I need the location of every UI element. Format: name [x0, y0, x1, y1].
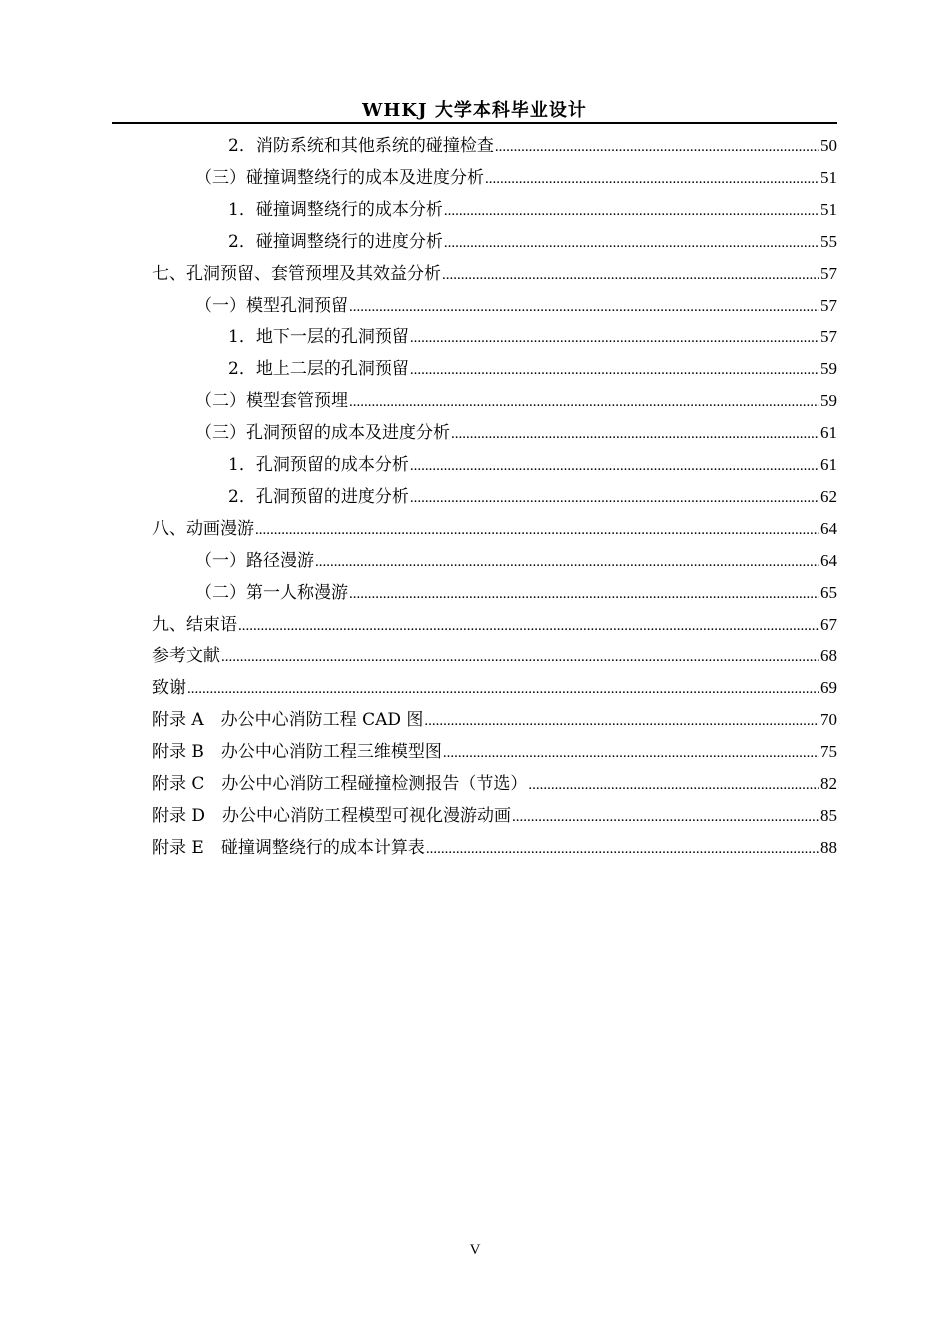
toc-entry[interactable] [228, 198, 837, 222]
dot-leader [410, 454, 819, 478]
toc-entry-page: 57 [820, 264, 837, 283]
dot-leader [410, 486, 819, 510]
toc-entry-page: 88 [820, 838, 837, 857]
dot-leader [410, 358, 819, 382]
page-header [112, 96, 837, 124]
toc-entry-page: 57 [820, 327, 837, 346]
toc-entry-title: （二）模型套管预埋 [195, 391, 348, 411]
toc-entry[interactable] [228, 453, 837, 477]
dot-leader [444, 199, 819, 223]
dot-leader [349, 582, 819, 606]
toc-entry[interactable] [228, 134, 837, 158]
toc-entry-title: 2．孔洞预留的进度分析 [228, 487, 409, 507]
dot-leader [495, 135, 819, 159]
toc-entry[interactable] [195, 581, 837, 605]
toc-entry-title: 2．地上二层的孔洞预留 [228, 359, 409, 379]
toc-entry[interactable] [228, 357, 837, 381]
toc-entry[interactable] [228, 325, 837, 349]
toc-entry[interactable] [152, 740, 837, 764]
toc-entry-title: 1．地下一层的孔洞预留 [228, 327, 409, 347]
toc-entry[interactable] [152, 676, 837, 700]
toc-entry-page: 75 [820, 742, 837, 761]
toc-entry-page: 70 [820, 710, 837, 729]
dot-leader [410, 326, 819, 350]
toc-entry-page: 85 [820, 806, 837, 825]
toc-entry-title: （三）碰撞调整绕行的成本及进度分析 [195, 168, 484, 188]
toc-entry-page: 69 [820, 678, 837, 697]
toc-entry-title: 八、动画漫游 [152, 519, 254, 539]
toc-entry[interactable] [195, 549, 837, 573]
dot-leader [485, 167, 819, 191]
toc-entry[interactable] [152, 836, 837, 860]
toc-entry[interactable] [152, 517, 837, 541]
toc-entry[interactable] [152, 804, 837, 828]
toc-entry[interactable] [228, 230, 837, 254]
toc-entry-title: 附录 E 碰撞调整绕行的成本计算表 [152, 838, 425, 858]
dot-leader [349, 390, 819, 414]
toc-entry-page: 61 [820, 455, 837, 474]
dot-leader [315, 550, 819, 574]
toc-entry-page: 64 [820, 519, 837, 538]
toc-entry-page: 57 [820, 296, 837, 315]
dot-leader [451, 422, 819, 446]
toc-entry-title: 九、结束语 [152, 615, 237, 635]
dot-leader [187, 677, 819, 701]
toc-entry-title: 1．碰撞调整绕行的成本分析 [228, 200, 443, 220]
dot-leader [424, 709, 819, 733]
toc-entry[interactable] [195, 389, 837, 413]
toc-entry-page: 62 [820, 487, 837, 506]
dot-leader [443, 741, 819, 765]
dot-leader [442, 263, 819, 287]
toc-entry-title: 2．消防系统和其他系统的碰撞检查 [228, 136, 494, 156]
toc-entry-title: 附录 D 办公中心消防工程模型可视化漫游动画 [152, 806, 512, 826]
toc-entry-page: 55 [820, 232, 837, 251]
dot-leader [221, 645, 819, 669]
toc-entry-page: 82 [820, 774, 837, 793]
toc-entry-title: （三）孔洞预留的成本及进度分析 [195, 423, 450, 443]
toc-entry-page: 61 [820, 423, 837, 442]
page-number: V [469, 1242, 481, 1258]
toc-entry[interactable] [152, 708, 837, 732]
toc-entry-page: 67 [820, 615, 837, 634]
toc-entry-page: 51 [820, 168, 837, 187]
dot-leader [255, 518, 819, 542]
dot-leader [512, 805, 819, 829]
toc-entry-page: 68 [820, 646, 837, 665]
toc-entry[interactable] [195, 421, 837, 445]
toc-entry-page: 65 [820, 583, 837, 602]
dot-leader [426, 837, 819, 861]
toc-entry[interactable] [152, 644, 837, 668]
toc-entry-page: 59 [820, 391, 837, 410]
toc-entry-title: （二）第一人称漫游 [195, 583, 348, 603]
toc-entry-title: 参考文献 [152, 646, 220, 666]
toc-entry-page: 64 [820, 551, 837, 570]
toc-entry-title: 七、孔洞预留、套管预埋及其效益分析 [152, 264, 441, 284]
toc-entry-title: 附录 A 办公中心消防工程 CAD 图 [152, 710, 424, 730]
toc-entry-page: 51 [820, 200, 837, 219]
toc-entry[interactable] [152, 262, 837, 286]
toc-entry-title: 2．碰撞调整绕行的进度分析 [228, 232, 443, 252]
toc-entry-title: （一）路径漫游 [195, 551, 314, 571]
toc-entry-title: 1．孔洞预留的成本分析 [228, 455, 409, 475]
toc-entry-title: （一）模型孔洞预留 [195, 296, 348, 316]
toc-entry[interactable] [152, 613, 837, 637]
toc-entry-title: 致谢 [152, 678, 186, 698]
toc-entry[interactable] [228, 485, 837, 509]
toc-entry-page: 50 [820, 136, 837, 155]
toc-entry[interactable] [195, 294, 837, 318]
dot-leader [238, 614, 819, 638]
header-title: WHKJ 大学本科毕业设计 [362, 100, 587, 121]
dot-leader [349, 295, 819, 319]
dot-leader [528, 773, 819, 797]
toc-entry[interactable] [195, 166, 837, 190]
toc-entry-page: 59 [820, 359, 837, 378]
dot-leader [444, 231, 819, 255]
toc-entry-title: 附录 B 办公中心消防工程三维模型图 [152, 742, 442, 762]
toc-entry[interactable] [152, 772, 837, 796]
toc-entry-title: 附录 C 办公中心消防工程碰撞检测报告（节选） [152, 774, 528, 794]
